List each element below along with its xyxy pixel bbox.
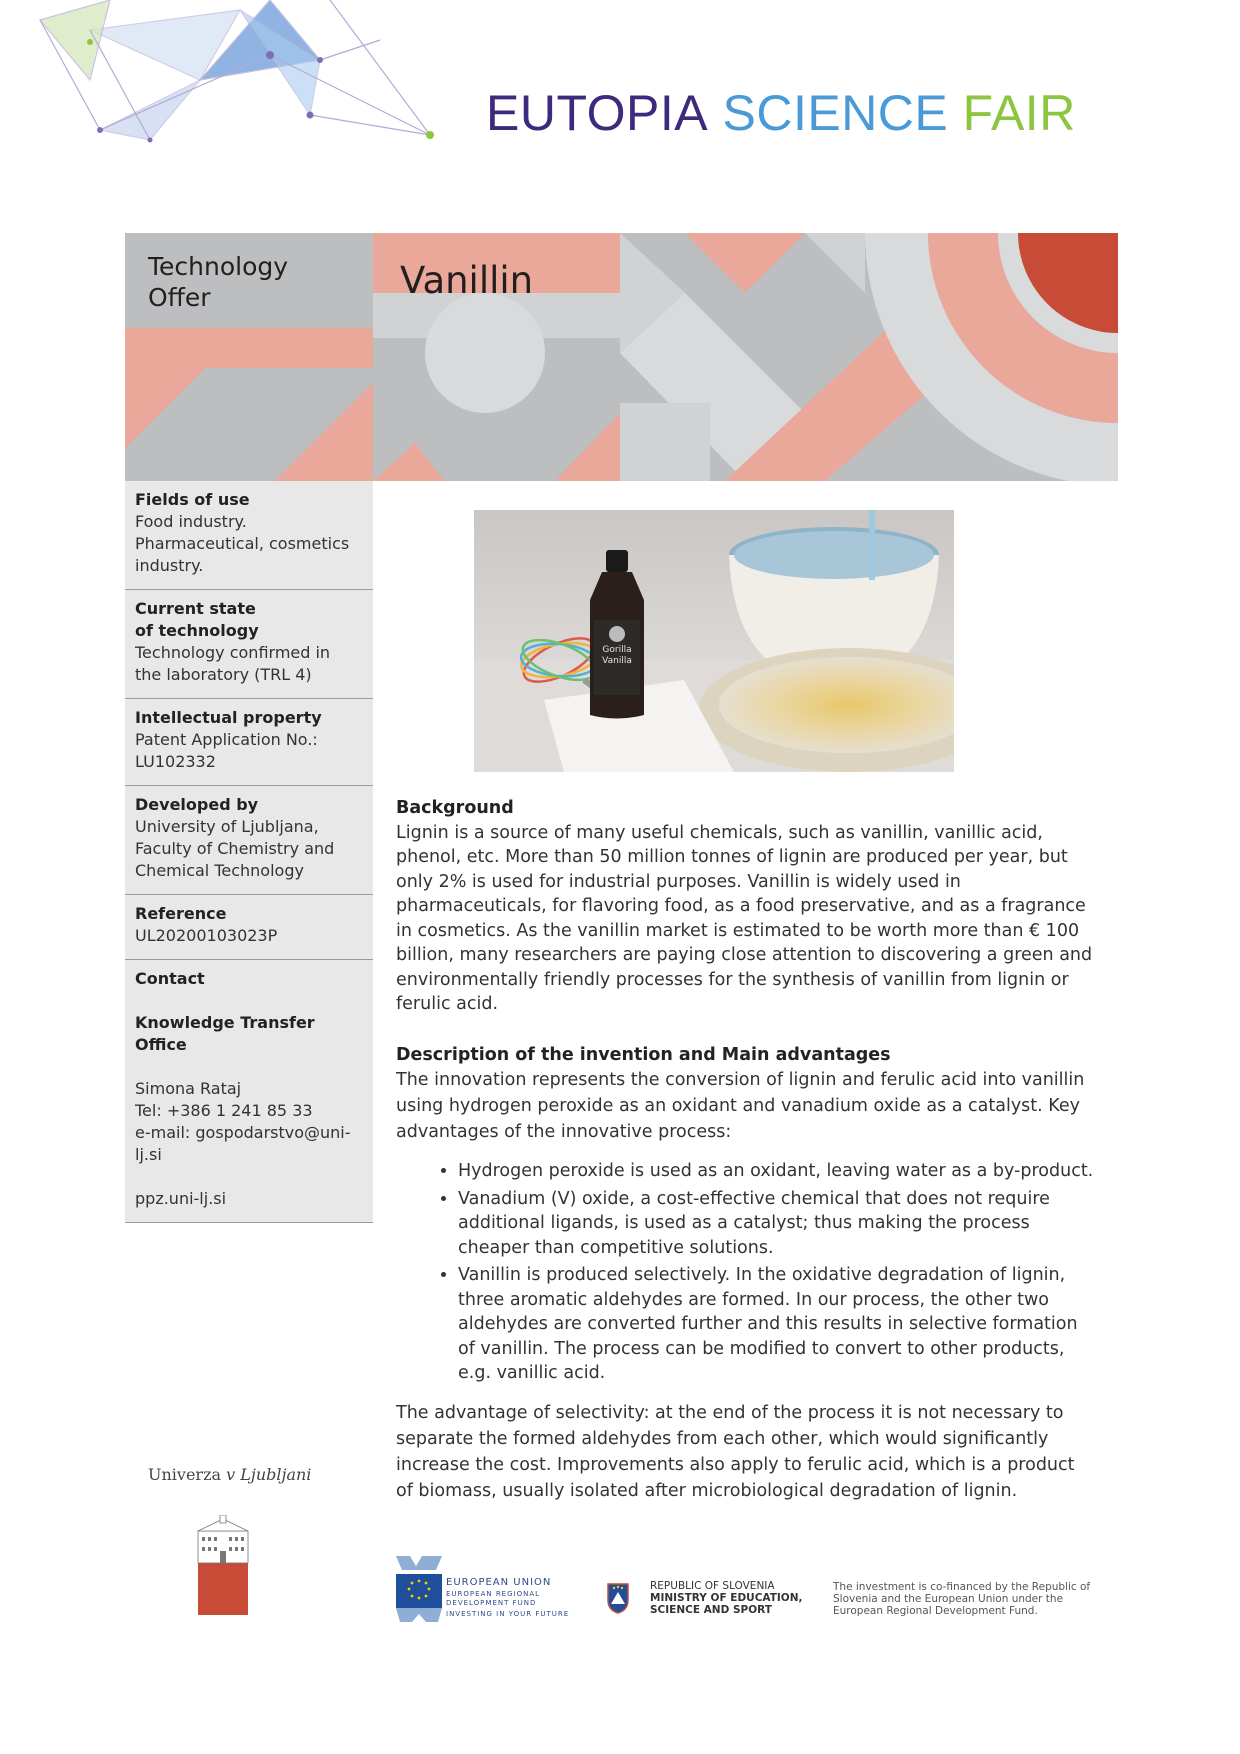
- university-name-italic: v Ljubljani: [226, 1465, 312, 1484]
- bottle-label-line1: Gorilla: [602, 645, 632, 655]
- contact-email[interactable]: e-mail: gospodarstvo@uni- lj.si: [135, 1123, 351, 1164]
- section-heading: Fields of use: [135, 490, 250, 509]
- background-heading: Background: [396, 798, 514, 818]
- ministry-line-2: MINISTRY OF EDUCATION,: [650, 1592, 803, 1604]
- reference-section: [125, 895, 373, 960]
- background-text: Lignin is a source of many useful chemicals, such as vanillin, vanillic acid, phenol, etc. More than 50 million tonnes of lignin are produced per year, but only 2% is used for industrial purposes. Vanillin is widely used in pharmaceuticals, for flavoring food, as a food preservative, and as a fragrance in cosmetics. As the vanillin market is estimated to be worth more than € 100 billion, many researchers are paying close attention to discovering a green and environmentally friendly processes for the synthesis of vanillin from lignin or ferulic acid.: [396, 822, 1093, 1014]
- section-text: Technology confirmed in the laboratory (TRL 4): [135, 643, 331, 684]
- university-name: [148, 1465, 311, 1484]
- section-heading: Reference: [135, 904, 227, 923]
- developed-by-section: [125, 786, 373, 895]
- list-item: • Vanadium (V) oxide, a cost-effective chemical that does not require additional ligands, is used as a catalyst; thus making the process cheaper than competitive solutions.: [458, 1187, 1096, 1261]
- closing-text: The advantage of selectivity: at the end of the process it is not necessary to separate the formed aldehydes from each other, which would significantly increase the cost. Improvements also apply to ferulic acid, which is a product of biomass, usually isolated after microbiological degradation of lignin.: [396, 1402, 1075, 1501]
- ministry-text: [650, 1580, 803, 1616]
- section-heading: Developed by: [135, 795, 259, 814]
- list-item: • Vanillin is produced selectively. In the oxidative degradation of lignin, three aromatic aldehydes are formed. In our process, the other two aldehydes are converted further and this results in selective formation of vanillin. The process can be modified to convert to other products, e.g. vanillic acid.: [458, 1263, 1096, 1386]
- funding-note: The investment is co-financed by the Republic of Slovenia and the European Union under the European Regional Development Fund.: [833, 1581, 1091, 1617]
- contact-person: Simona Rataj: [135, 1079, 242, 1098]
- section-text: Food industry. Pharmaceutical, cosmetics industry.: [135, 512, 350, 575]
- eu-line-3: DEVELOPMENT FUND: [446, 1599, 537, 1607]
- product-name: Vanillin: [400, 259, 534, 302]
- main-content: [396, 796, 1096, 1504]
- section-text: UL20200103023P: [135, 926, 278, 945]
- contact-heading: Contact: [135, 969, 205, 988]
- section-text: University of Ljubljana, Faculty of Chemistry and Chemical Technology: [135, 817, 335, 880]
- sidebar: [125, 481, 373, 1223]
- title-word-3: FAIR: [962, 85, 1076, 141]
- section-heading: Intellectual property: [135, 708, 322, 727]
- eu-line-2: EUROPEAN REGIONAL: [446, 1590, 541, 1598]
- vanilla-product-photo: [474, 510, 954, 772]
- contact-tel: Tel: +386 1 241 85 33: [135, 1101, 313, 1120]
- title-word-1: EUTOPIA: [486, 85, 709, 141]
- network-graphic-decoration: [0, 0, 460, 150]
- description-heading: Description of the invention and Main advantages: [396, 1044, 891, 1065]
- description-text: The innovation represents the conversion of lignin and ferulic acid into vanillin using hydrogen peroxide as an oxidant and vanadium oxide as a catalyst. Key advantages of the innovative process:: [396, 1070, 1085, 1142]
- section-text: Patent Application No.: LU102332: [135, 730, 318, 771]
- advantages-list: [396, 1159, 1096, 1386]
- slovenia-coat-of-arms-icon: [606, 1582, 630, 1614]
- ministry-line-1: REPUBLIC OF SLOVENIA: [650, 1580, 775, 1592]
- current-state-section: [125, 590, 373, 699]
- bottle-label-line2: Vanilla: [602, 656, 632, 666]
- eu-line-1: EUROPEAN UNION: [446, 1577, 552, 1588]
- fields-of-use-section: [125, 481, 373, 590]
- list-item: • Hydrogen peroxide is used as an oxidant, leaving water as a by-product.: [458, 1159, 1096, 1184]
- eu-line-4: INVESTING IN YOUR FUTURE: [446, 1610, 570, 1618]
- ministry-line-3: SCIENCE AND SPORT: [650, 1604, 772, 1616]
- university-name-plain: Univerza: [148, 1465, 227, 1484]
- section-heading: Current state of technology: [135, 599, 259, 640]
- offer-label: Technology Offer: [148, 252, 289, 312]
- banner: [125, 233, 1118, 481]
- fair-title: [486, 84, 1076, 142]
- contact-office: Knowledge Transfer Office: [135, 1013, 315, 1054]
- university-emblem-logo: [196, 1515, 250, 1615]
- contact-section: [125, 960, 373, 1223]
- contact-website[interactable]: ppz.uni-lj.si: [135, 1189, 227, 1208]
- title-word-2: SCIENCE: [722, 85, 949, 141]
- intellectual-property-section: [125, 699, 373, 786]
